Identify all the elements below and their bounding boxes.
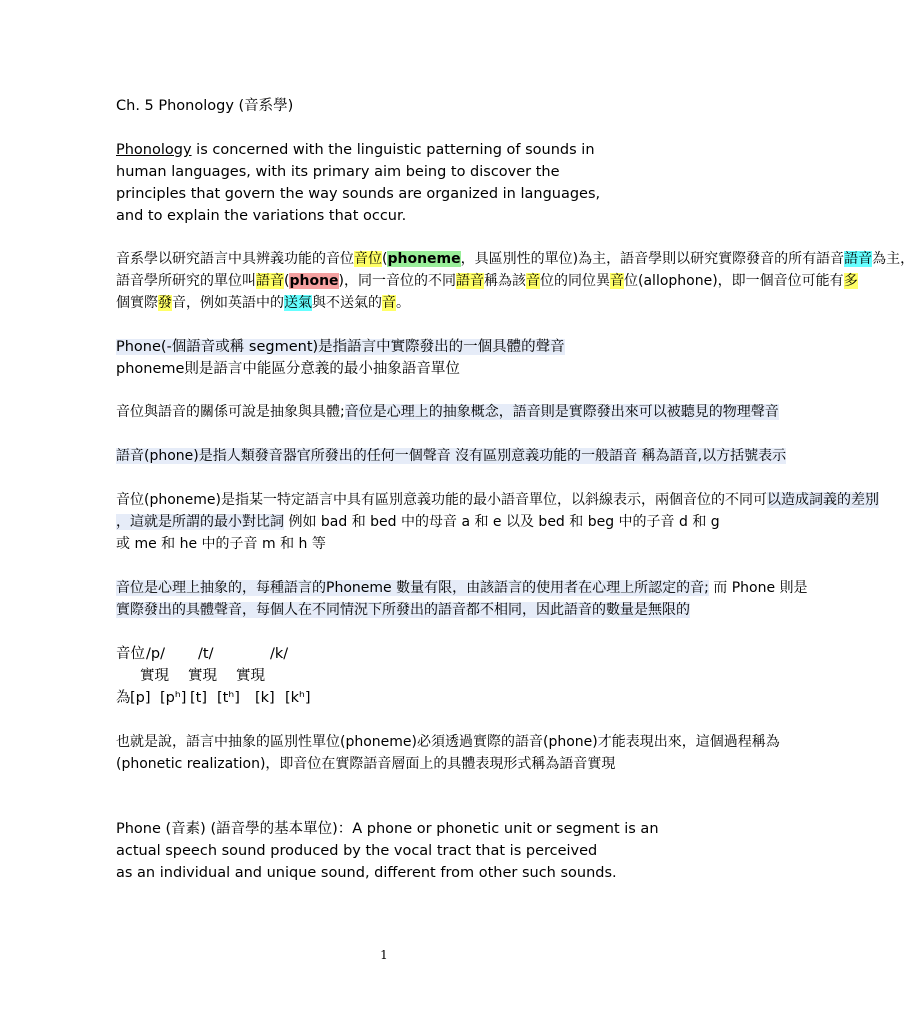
realization-paragraph: 也就是說，語言中抽象的區別性單位(phoneme)必須透過實際的語音(phone)才能表現出來，這個過程稱為 (phonetic realization)，即音位在實際語音層面上的具體表現形式稱為語音實現 xyxy=(116,734,780,772)
phoneme-definition-line: phoneme則是語言中能區分意義的最小抽象語音單位 xyxy=(116,361,460,377)
intro-paragraph xyxy=(116,139,656,227)
paragraph-line: 音系學以研究語言中具辨義功能的音位音位(phoneme，具區別性的單位)為主，語音學則以研究實際發音的所有語音語音為主， xyxy=(116,251,914,267)
phone-highlight: phone xyxy=(289,273,339,289)
phoneme-paragraph: 音位(phoneme)是指某一特定語言中具有區別意義功能的最小語音單位，以斜線表示，兩個音位的不同可以造成詞義的差別 ，這就是所謂的最小對比詞 例如 bad 和 bed 中的母音 a 和 e 以及 bed 和 beg 中的子音 d 和 g 或 me 和 he 中的子音 m 和 h 等 xyxy=(116,492,879,552)
phone-english-definition: Phone (音素) (語音學的基本單位)：A phone or phonetic unit or segment is an actual speech sound produced by the vocal tract that is perceived as an individual and unique sound, different from other such sounds. xyxy=(116,821,659,881)
page-number: 1 xyxy=(380,948,388,962)
abstract-concrete-paragraph: 音位與語音的關係可說是抽象與具體;音位是心理上的抽象概念，語音則是實際發出來可以被聽見的物理聲音 xyxy=(116,404,779,420)
intro-line: is concerned with the linguistic patterning of sounds in xyxy=(191,142,595,158)
phone-paragraph: 語音(phone)是指人類發音器官所發出的任何一個聲音 沒有區別意義功能的一般語音 稱為語音,以方括號表示 xyxy=(116,448,787,464)
phone-definition-paragraph xyxy=(116,336,656,380)
mental-abstract-paragraph: 音位是心理上抽象的，每種語言的Phoneme 數量有限，由該語言的使用者在心理上所認定的音; 而 Phone 則是 實際發出的具體聲音，每個人在不同情況下所發出的語音都不相同，因此語音的數量是無限的 xyxy=(116,580,808,618)
paragraph-line: 語音學所研究的單位叫語音(phone)，同一音位的不同語音稱為該音位的同位異音位(allophone)，即一個音位可能有多 xyxy=(116,273,858,289)
phone-definition-line: Phone(-個語音或稱 segment)是指語言中實際發出的一個具體的聲音 xyxy=(116,339,565,355)
chapter-heading: Ch. 5 Phonology (音系學) xyxy=(116,98,294,114)
phoneme-realization-table: 音位/p/ /t/ /k/ 實現 實現 實現 為[p] [pʰ] [t] [tʰ] [k] [kʰ] xyxy=(116,646,311,706)
paragraph-line: 個實際發音，例如英語中的送氣與不送氣的音。 xyxy=(116,295,410,311)
phoneme-phone-paragraph xyxy=(116,248,914,314)
intro-line: human languages, with its primary aim being to discover the xyxy=(116,164,560,180)
intro-line: principles that govern the way sounds are organized in languages, xyxy=(116,186,601,202)
phoneme-highlight: phoneme xyxy=(387,251,461,267)
phonology-term: Phonology xyxy=(116,142,192,158)
intro-line: and to explain the variations that occur. xyxy=(116,208,407,224)
